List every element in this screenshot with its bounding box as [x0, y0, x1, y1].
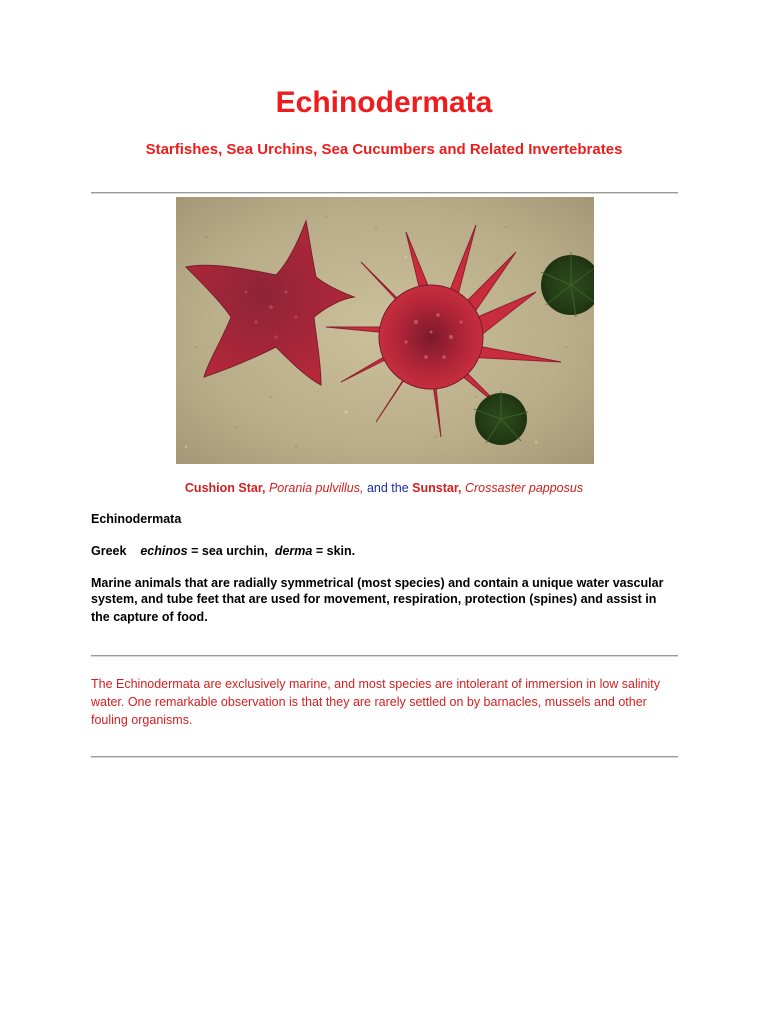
starfish-photo [176, 197, 594, 464]
caption-conjunction: and the [366, 481, 409, 495]
habitat-line-1: The Echinodermata are exclusively marine, and most species are intolerant of immersion in low salinity [91, 677, 661, 691]
etymology-def-1: = sea urchin, [191, 544, 268, 558]
caption-common-name-2: Sunstar, [412, 481, 462, 495]
description-paragraph [91, 576, 691, 626]
description-line-1: Marine animals that are radially symmetrical (most species) and contain a unique water vascular [91, 576, 664, 590]
habitat-line-2: water. One remarkable observation is that they are rarely settled on by barnacles, mussels and other [91, 695, 647, 709]
divider-bottom [91, 756, 678, 758]
description-line-2: system, and tube feet that are used for movement, respiration, protection (spines) and assist in [91, 591, 657, 606]
description-line-3: the capture of food. [91, 610, 208, 624]
divider-top [91, 192, 678, 194]
etymology-word-2: derma [274, 544, 313, 558]
habitat-paragraph [91, 675, 681, 729]
etymology-line [91, 544, 355, 558]
divider-middle [91, 655, 678, 657]
photo-caption [0, 480, 768, 496]
etymology-word-1: echinos [140, 544, 188, 558]
caption-latin-name-2: Crossaster papposus [464, 481, 584, 495]
etymology-prefix: Greek [91, 544, 127, 558]
caption-common-name-1: Cushion Star, [184, 481, 266, 495]
page-title: Echinodermata [275, 86, 493, 119]
page-subtitle: Starfishes, Sea Urchins, Sea Cucumbers and Related Invertebrates [145, 141, 623, 158]
section-heading: Echinodermata [91, 512, 182, 526]
etymology-def-2: = skin. [315, 544, 356, 558]
caption-latin-name-1: Porania pulvillus, [268, 481, 364, 495]
habitat-line-3: fouling organisms. [91, 713, 193, 727]
